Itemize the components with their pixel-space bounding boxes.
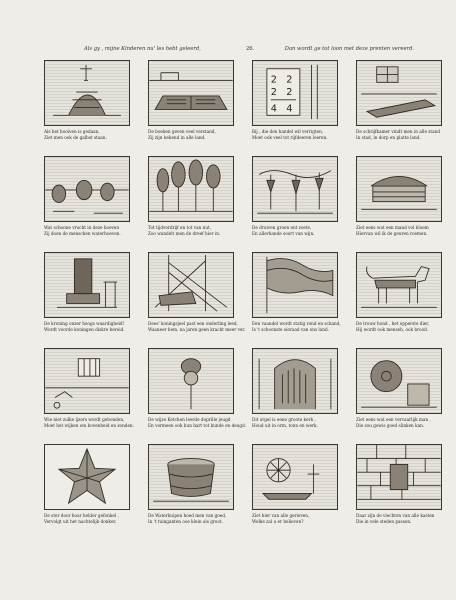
caption-line: Wat schoone vrucht in deze hoeven <box>44 225 120 230</box>
panel-caption <box>356 513 448 524</box>
caption-line: En vermeen ook hun hart tot kunde en deugd. <box>148 422 247 428</box>
caption-line: En allerhande soort van wijn. <box>252 230 315 236</box>
panel-12 <box>356 252 444 348</box>
panel-10 <box>148 252 246 348</box>
board-digit: 4 <box>270 103 277 115</box>
grapevine-icon <box>252 156 338 222</box>
panel-15 <box>252 348 340 444</box>
panel-caption <box>44 129 136 140</box>
church-organ-icon <box>252 348 338 414</box>
panel-caption <box>148 129 240 140</box>
caption-line: De schrijfkamer vindt men in alle stand <box>356 129 440 134</box>
caption-line: In 't tuinganten ooe klein als groot. <box>148 518 223 524</box>
board-digit: 2 <box>270 86 277 98</box>
panel-caption <box>148 417 247 428</box>
panel-caption <box>356 129 448 140</box>
arithmetic-board-icon <box>252 60 338 126</box>
spinning-tools-icon <box>252 444 338 510</box>
board-digit: 2 <box>286 74 293 86</box>
caption-line: Moet ook veel tot rijfdeeren leeren. <box>252 134 328 140</box>
caption-line: Die in vele steden passen. <box>356 518 412 524</box>
caption-line: Vervolgt uit het nachtelijk donker. <box>44 518 117 524</box>
panel-20 <box>356 444 444 540</box>
caption-line: Ziet eens wat een mand vol bloem <box>356 225 429 230</box>
panel-5 <box>44 156 132 252</box>
panel-8 <box>356 156 444 252</box>
caption-line: Zoo wandelt men de dreef hier in. <box>148 230 221 236</box>
caption-line: Dit orgel is eene groote kerk , <box>252 417 316 422</box>
header-right-verse: Dan wordt ge tot loon met deze prenten vereerd. <box>284 46 414 52</box>
panel-11 <box>252 252 340 348</box>
caption-line: De kroning onzer hoogs waardigheid! <box>44 321 125 326</box>
panel-caption <box>356 321 448 332</box>
panel-7 <box>252 156 340 252</box>
caption-line: Hij wordt ook menseh, ook brood. <box>356 326 429 332</box>
caption-line: De trouw hond , het opperste dier, <box>356 321 430 326</box>
panel-caption <box>148 225 240 236</box>
garden-plants-icon <box>44 156 130 222</box>
caption-line: Tot tijdverdrijf en tot van nut, <box>148 225 212 230</box>
caption-line: Waaneer hem, na jaren geen kracht meer ver. <box>148 326 246 332</box>
star-icon <box>44 444 130 510</box>
panel-caption <box>44 513 136 524</box>
panel-caption <box>356 417 448 428</box>
panel-caption <box>252 225 344 236</box>
stove-chair-icon <box>44 252 130 318</box>
panel-1 <box>44 60 132 156</box>
open-book-icon <box>148 60 234 126</box>
caption-line: Ziet hier van alle gerieven, <box>252 513 310 518</box>
caption-line: Ziet men ook de galbst staan. <box>44 134 107 140</box>
gallows-haystack-icon <box>44 60 130 126</box>
picture-grid <box>44 60 440 540</box>
caption-line: Wie niet zulke ijzers wordt gebonden, <box>44 417 125 422</box>
caption-line: Als het hooiven is gedaan, <box>44 129 100 134</box>
caption-line: Bij , die den handel wil verrigten, <box>252 129 324 134</box>
caption-line: Die zou gewis goed slinken kan. <box>356 422 425 428</box>
caption-line: In stad, in dorp en platte land. <box>356 134 421 140</box>
panel-19 <box>252 444 340 540</box>
board-digit: 2 <box>286 86 293 98</box>
caption-line: De druiven groen ent zoete, <box>252 225 312 230</box>
waving-flag-icon <box>252 252 338 318</box>
panel-caption <box>44 321 136 332</box>
panel-caption <box>148 321 246 332</box>
caption-line: Daar zijn de vlechten van alle kasten <box>356 513 435 518</box>
panel-6 <box>148 156 236 252</box>
panel-9 <box>44 252 132 348</box>
header-left-verse: Als gy , mijne Kinderen nu' les hebt geleerd, <box>84 46 201 52</box>
caption-line: Een vaandel wordt statig rond en schand, <box>252 321 341 326</box>
board-digit: 4 <box>286 103 293 115</box>
caption-line: De wijze Ketchen leerde doprille jeugd <box>148 417 231 422</box>
caption-line: De Waterkuipen hoed men van goed, <box>148 513 227 518</box>
caption-line: Dees' koningsjeel past een onderling leed, <box>148 321 238 326</box>
panel-caption <box>356 225 448 236</box>
bench-room-icon <box>356 60 442 126</box>
caption-line: Ziet eens wat een vervaarlijk man , <box>356 417 431 422</box>
panel-13 <box>44 348 132 444</box>
page-number: 26. <box>246 46 255 52</box>
panel-caption <box>44 225 136 236</box>
stone-wall-icon <box>356 444 442 510</box>
caption-line: Is 't schoonste sieraad van ons land. <box>252 326 329 332</box>
head-on-stake-icon <box>148 348 234 414</box>
wooden-tub-icon <box>148 444 234 510</box>
caption-line: De ster door hoar helder gefonkel , <box>44 513 119 518</box>
board-digit: 2 <box>270 74 277 86</box>
panel-caption <box>148 513 240 524</box>
caption-line: Hiervan wil ik de geuren roemen. <box>356 230 428 236</box>
caption-line: Wordt voorde koningen diskre bereid. <box>44 326 125 332</box>
ship-rigging-icon <box>148 252 234 318</box>
page-header <box>70 46 426 58</box>
panel-caption <box>252 417 344 428</box>
trees-landscape-icon <box>148 156 234 222</box>
fruit-basket-icon <box>356 156 442 222</box>
panel-18 <box>148 444 236 540</box>
caption-line: Zij zijn bekend in alle land. <box>148 134 206 140</box>
caption-line: Moet het wijken om bovenheid en zonden. <box>44 422 134 428</box>
panel-caption <box>252 321 344 332</box>
dog-icon <box>356 252 442 318</box>
caption-line: Welke zal u er believen? <box>252 518 304 524</box>
panel-3 <box>252 60 340 156</box>
prison-window-icon <box>44 348 130 414</box>
panel-caption <box>252 129 344 140</box>
panel-17 <box>44 444 132 540</box>
caption-line: De boeken geven veel verstand, <box>148 129 216 134</box>
panel-caption <box>252 513 344 524</box>
caption-line: Houd uit in orm, tonn en werk. <box>252 422 318 428</box>
millstone-icon <box>356 348 442 414</box>
panel-4 <box>356 60 444 156</box>
panel-16 <box>356 348 444 444</box>
caption-line: Zij doen de menschen waterhoeven. <box>44 230 121 236</box>
panel-caption <box>44 417 136 428</box>
panel-2 <box>148 60 236 156</box>
panel-14 <box>148 348 247 444</box>
